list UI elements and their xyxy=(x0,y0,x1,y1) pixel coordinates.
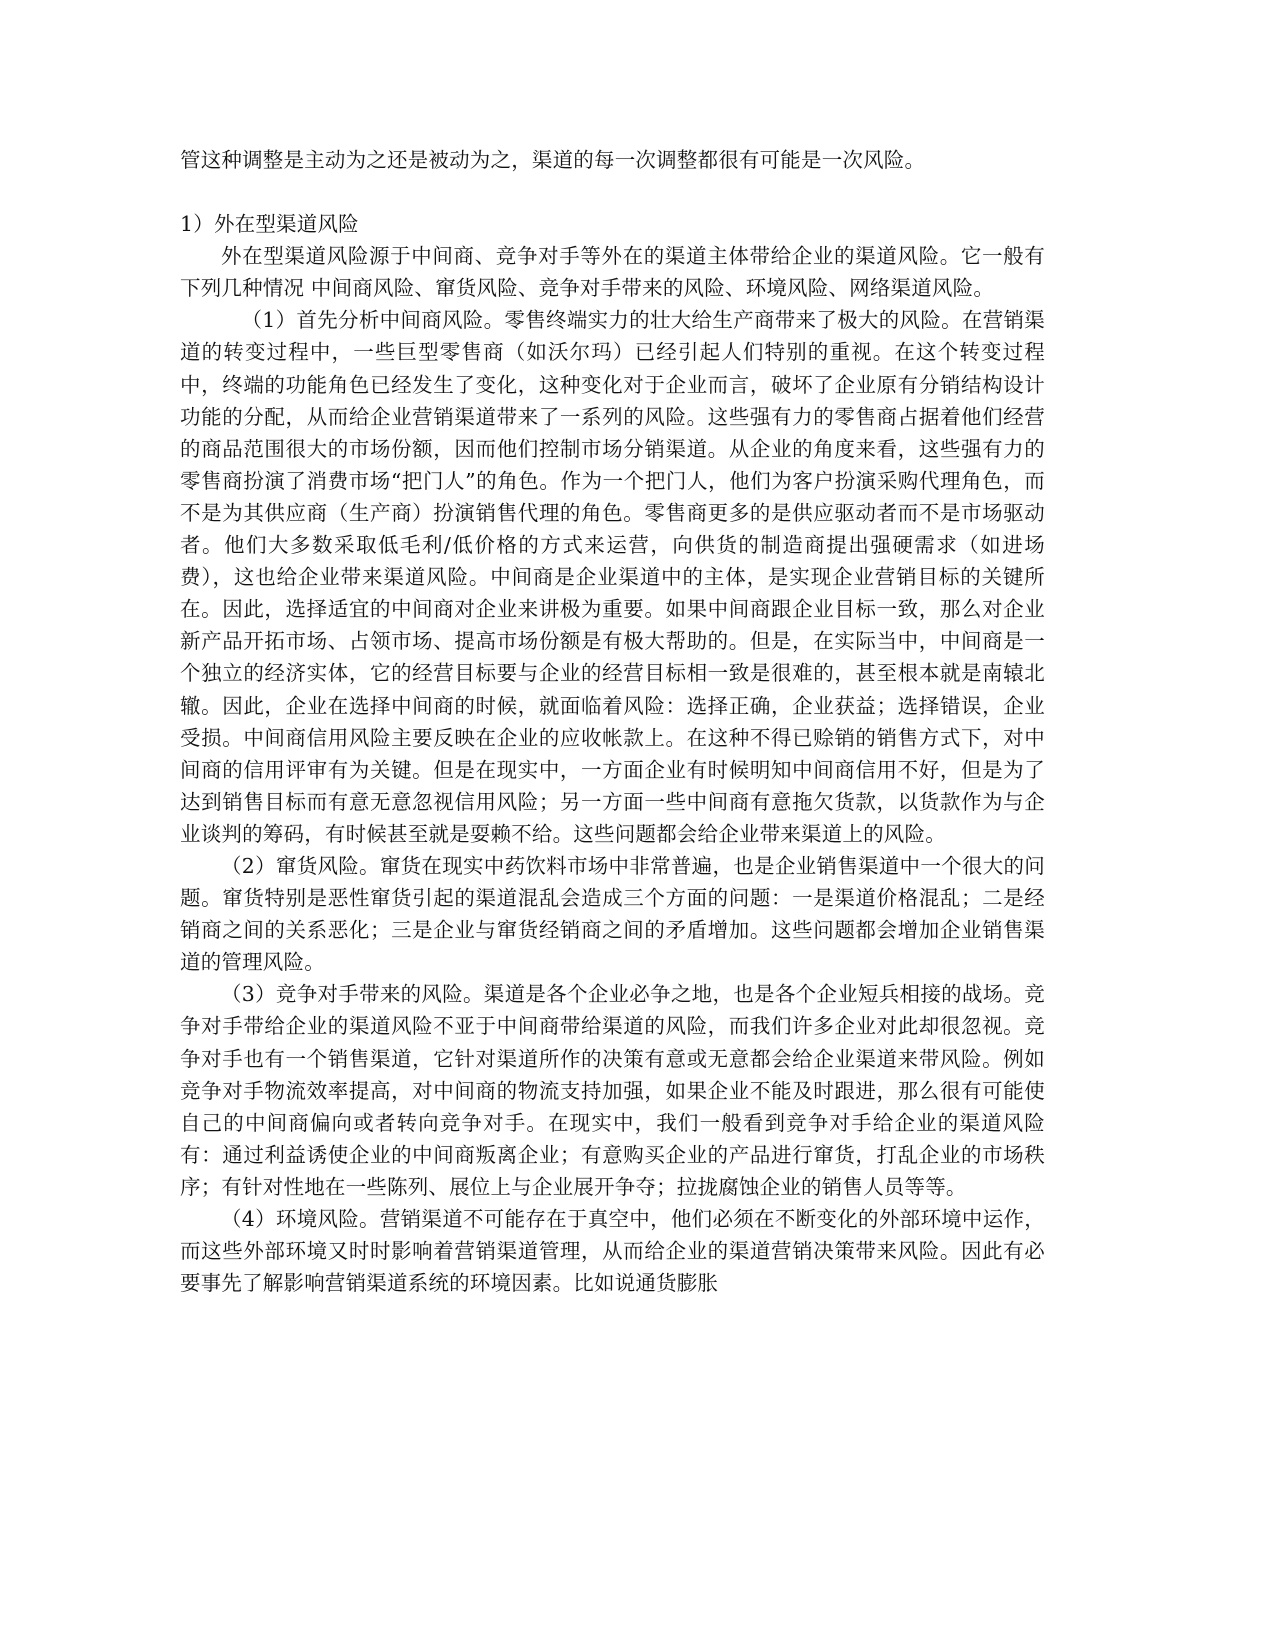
body-paragraph-intermediary-risk: （1）首先分析中间商风险。零售终端实力的壮大给生产商带来了极大的风险。在营销渠道的转变过程中，一些巨型零售商（如沃尔玛）已经引起人们特别的重视。在这个转变过程中，终端的功能角色已经发生了变化，这种变化对于企业而言，破坏了企业原有分销结构设计功能的分配，从而给企业营销渠道带来了一系列的风险。这些强有力的零售商占据着他们经营的商品范围很大的市场份额，因而他们控制市场分销渠道。从企业的角度来看，这些强有力的零售商扮演了消费市场“把门人”的角色。作为一个把门人，他们为客户扮演采购代理角色，而不是为其供应商（生产商）扮演销售代理的角色。零售商更多的是供应驱动者而不是市场驱动者。他们大多数采取低毛利/低价格的方式来运营，向供货的制造商提出强硬需求（如进场费），这也给企业带来渠道风险。中间商是企业渠道中的主体，是实现企业营销目标的关键所在。因此，选择适宜的中间商对企业来讲极为重要。如果中间商跟企业目标一致，那么对企业新产品开拓市场、占领市场、提高市场份额是有极大帮助的。但是，在实际当中，中间商是一个独立的经济实体，它的经营目标要与企业的经营目标相一致是很难的，甚至根本就是南辕北辙。因此，企业在选择中间商的时候，就面临着风险：选择正确，企业获益；选择错误，企业受损。中间商信用风险主要反映在企业的应收帐款上。在这种不得已赊销的销售方式下，对中间商的信用评审有为关键。但是在现实中，一方面企业有时候明知中间商信用不好，但是为了达到销售目标而有意无意忽视信用风险；另一方面一些中间商有意拖欠货款，以货款作为与企业谈判的筹码，有时候甚至就是耍赖不给。这些问题都会给企业带来渠道上的风险。 xyxy=(180,308,1045,846)
body-paragraph-intro: 外在型渠道风险源于中间商、竞争对手等外在的渠道主体带给企业的渠道风险。它一般有下列几种情况 中间商风险、窜货风险、竞争对手带来的风险、环境风险、网络渠道风险。 xyxy=(180,244,1045,301)
document-page xyxy=(180,144,1045,1299)
body-paragraph-competitor-risk: （3）竞争对手带来的风险。渠道是各个企业必争之地，也是各个企业短兵相接的战场。竞争对手带给企业的渠道风险不亚于中间商带给渠道的风险，而我们许多企业对此却很忽视。竞争对手也有一个销售渠道，它针对渠道所作的决策有意或无意都会给企业渠道来带风险。例如竞争对手物流效率提高，对中间商的物流支持加强，如果企业不能及时跟进，那么很有可能使自己的中间商偏向或者转向竞争对手。在现实中，我们一般看到竞争对手给企业的渠道风险有：通过利益诱使企业的中间商叛离企业；有意购买企业的产品进行窜货，打乱企业的市场秩序；有针对性地在一些陈列、展位上与企业展开争夺；拉拢腐蚀企业的销售人员等等。 xyxy=(180,982,1045,1199)
lead-paragraph: 管这种调整是主动为之还是被动为之，渠道的每一次调整都很有可能是一次风险。 xyxy=(180,148,926,172)
body-paragraph-cross-selling-risk: （2）窜货风险。窜货在现实中药饮料市场中非常普遍，也是企业销售渠道中一个很大的问题。窜货特别是恶性窜货引起的渠道混乱会造成三个方面的问题：一是渠道价格混乱；二是经销商之间的关系恶化；三是企业与窜货经销商之间的矛盾增加。这些问题都会增加企业销售渠道的管理风险。 xyxy=(180,853,1045,975)
body-paragraph-environment-risk: （4）环境风险。营销渠道不可能存在于真空中，他们必须在不断变化的外部环境中运作，而这些外部环境又时时影响着营销渠道管理，从而给企业的渠道营销决策带来风险。因此有必要事先了解影响营销渠道系统的环境因素。比如说通货膨胀 xyxy=(180,1207,1045,1296)
section-heading: 1）外在型渠道风险 xyxy=(180,212,359,237)
